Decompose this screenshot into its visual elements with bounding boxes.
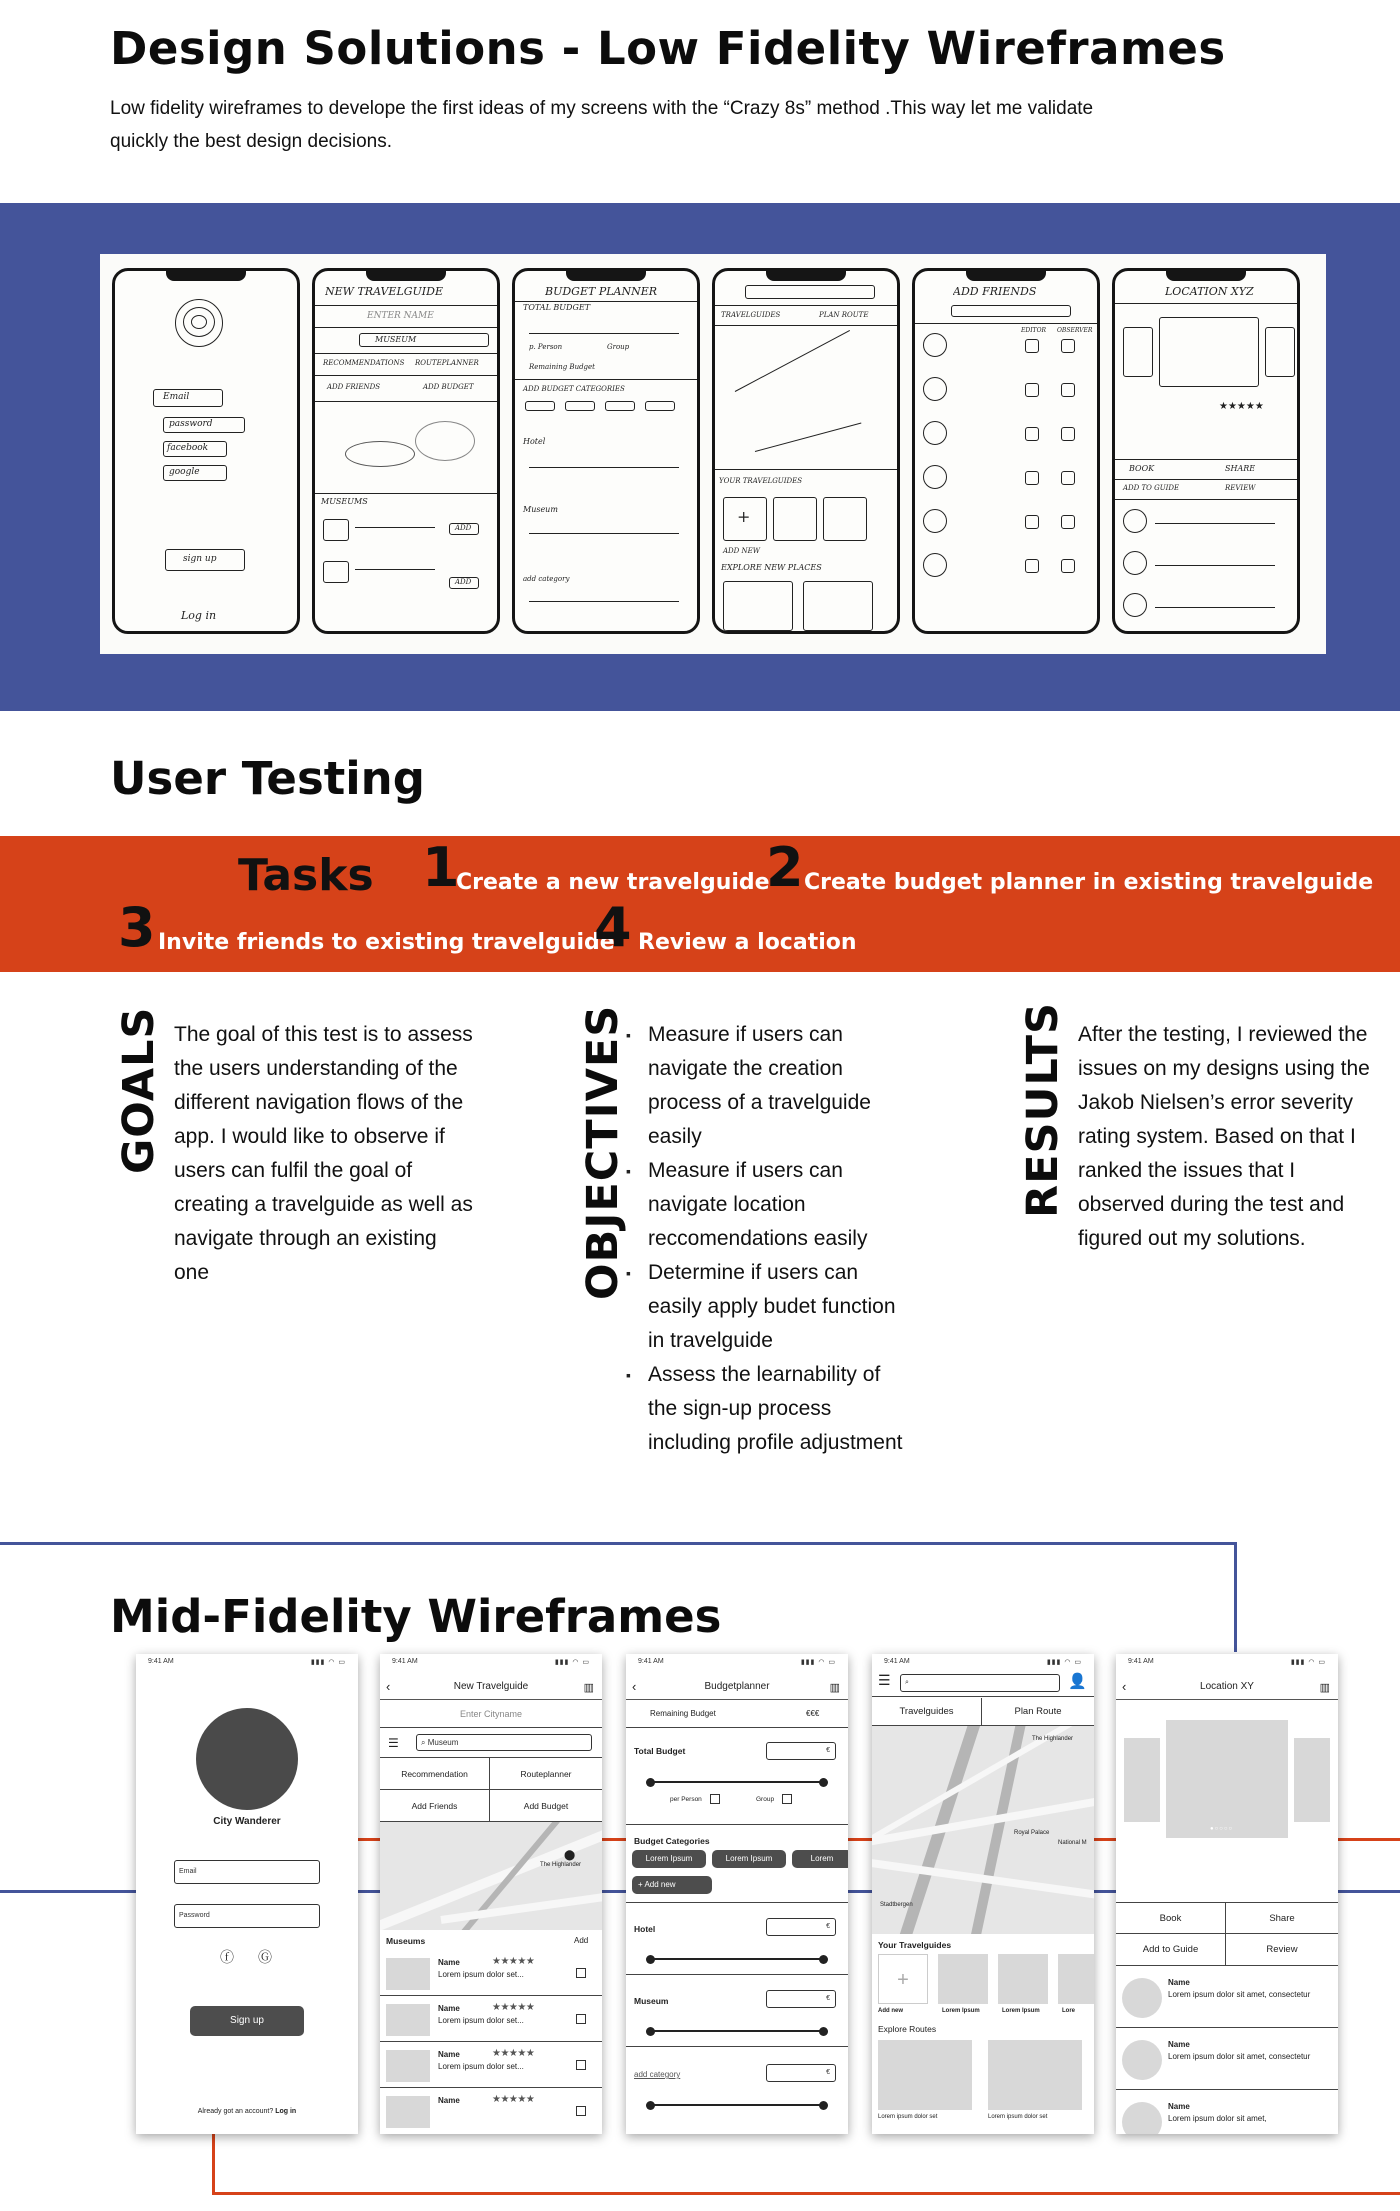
- budget-categories-label: Budget Categories: [634, 1836, 710, 1846]
- your-travelguides-heading: Your Travelguides: [878, 1940, 952, 1950]
- password-field[interactable]: Password: [174, 1904, 320, 1928]
- login-prompt: Already got an account? Log in: [197, 2108, 297, 2115]
- carousel-prev-image[interactable]: [1124, 1738, 1160, 1822]
- route-card[interactable]: [988, 2040, 1082, 2110]
- add-friends-button[interactable]: Add Friends: [380, 1790, 490, 1821]
- map-view[interactable]: The Highlander Royal Palace National M Stadtbergen: [872, 1726, 1094, 1934]
- menu-icon[interactable]: ☰: [388, 1736, 399, 1750]
- tab-travelguides[interactable]: Travelguides: [872, 1698, 982, 1725]
- midfi-budget-screen: 9:41 AM ▮▮▮ ◠ ▭ ‹ Budgetplanner ▥ Remaining Budget €€€ Total Budget € per Person Group Budget Categories Lorem Ipsum Lorem Ipsum Lorem + Add new Hotel € Museum € add category €: [626, 1654, 848, 2134]
- midfi-explore-screen: 9:41 AM ▮▮▮ ◠ ▭ ☰ ⌕ 👤 Travelguides Plan Route The Highlander Royal Palace National M Stadtbergen Your Travelguides + Add new Lorem Ipsum Lorem Ipsum Lore Explore Routes Lorem ipsum dolor set Lorem ipsum dolor set: [872, 1654, 1094, 2134]
- page-title: Design Solutions - Low Fidelity Wireframes: [110, 22, 1226, 75]
- museum-budget-input[interactable]: €: [766, 1990, 836, 2008]
- route-line-blue: [1234, 1542, 1237, 1652]
- travelguide-card[interactable]: [1058, 1954, 1094, 2004]
- sketch-add-friends: ADD FRIENDS EDITOR OBSERVER: [912, 268, 1100, 634]
- sketch-location: LOCATION XYZ ★★★★★ BOOK SHARE ADD TO GUIDE REVIEW: [1112, 268, 1300, 634]
- midfi-signup-screen: 9:41 AM ▮▮▮ ◠ ▭ City Wanderer Email Password ⓕ Ⓖ Sign up Already got an account? Log in: [136, 1654, 358, 2134]
- map-icon[interactable]: ▥: [583, 1682, 594, 1694]
- intro-text: Low fidelity wireframes to develope the first ideas of my screens with the “Crazy 8s” method .This way let me validate quickly the best design decisions.: [110, 98, 1094, 152]
- goals-label: GOALS: [114, 1006, 164, 1174]
- objectives-label: OBJECTIVES: [578, 1004, 628, 1300]
- checkbox[interactable]: [576, 2106, 586, 2116]
- search-row: [380, 1728, 602, 1758]
- review-item: Name Lorem ipsum dolor sit amet, consectetur: [1116, 2028, 1338, 2090]
- map-view[interactable]: The Highlander ⬤: [380, 1822, 602, 1930]
- route-line-blue: [0, 1542, 1236, 1545]
- carousel-image[interactable]: [1166, 1720, 1288, 1838]
- login-link[interactable]: Log in: [275, 2108, 297, 2115]
- hotel-budget-input[interactable]: €: [766, 1918, 836, 1936]
- route-card[interactable]: [878, 2040, 972, 2110]
- category-chip[interactable]: Lorem: [792, 1850, 848, 1868]
- task-number: 1: [422, 836, 460, 899]
- objective-item: ▪ Determine if users can easily apply budet function in travelguide: [648, 1256, 910, 1358]
- task-number: 4: [594, 896, 632, 959]
- search-input[interactable]: ⌕ Museum: [416, 1734, 592, 1751]
- hotel-label: Hotel: [634, 1924, 656, 1934]
- list-item[interactable]: Name ★★★★★ Lorem ipsum dolor set...: [380, 2042, 602, 2088]
- task-number: 2: [766, 836, 804, 899]
- email-field[interactable]: Email: [174, 1860, 320, 1884]
- review-item: Name Lorem ipsum dolor sit amet,: [1116, 2090, 1338, 2134]
- total-budget-input[interactable]: €: [766, 1742, 836, 1760]
- midfi-location-screen: 9:41 AM ▮▮▮ ◠ ▭ ‹ Location XY ▥ ●○○○○ Book Share Add to Guide Review Name Lorem ipsum dolor sit amet, consectetur Name Lorem ipsum dolor sit amet, consectetur Name Lorem ipsum dolor sit amet,: [1116, 1654, 1338, 2134]
- book-button[interactable]: Book: [1116, 1903, 1226, 1933]
- google-icon[interactable]: Ⓖ: [258, 1949, 272, 1965]
- lowfi-sketch-board: [100, 254, 1326, 654]
- category-chip[interactable]: Lorem Ipsum: [632, 1850, 706, 1868]
- recommendation-button[interactable]: Recommendation: [380, 1758, 490, 1789]
- sketch-login: Email password facebook google sign up Log in: [112, 268, 300, 634]
- travelguide-card[interactable]: [998, 1954, 1048, 2004]
- museum-label: Museum: [634, 1996, 669, 2006]
- tasks-label: Tasks: [238, 850, 374, 901]
- results-text: After the testing, I reviewed the issues on my designs using the Jakob Nielsen’s error severity rating system. Based on that I ranked the issues that I observed during the test and figured out my solutions.: [1078, 1023, 1370, 1250]
- review-button[interactable]: Review: [1266, 1944, 1298, 1955]
- sketch-budget-planner: BUDGET PLANNER TOTAL BUDGET p. Person Group Remaining Budget ADD BUDGET CATEGORIES Hotel Museum add category: [512, 268, 700, 634]
- add-travelguide-button[interactable]: +: [878, 1954, 928, 2004]
- city-input[interactable]: Enter Cityname: [380, 1700, 602, 1728]
- task-text: Invite friends to existing travelguide: [158, 930, 615, 955]
- add-budget-button[interactable]: Add Budget: [523, 1801, 569, 1811]
- facebook-icon[interactable]: ⓕ: [220, 1949, 234, 1965]
- menu-icon[interactable]: ☰: [878, 1672, 891, 1688]
- list-item[interactable]: Name ★★★★★: [380, 2088, 602, 2134]
- checkbox[interactable]: [576, 1968, 586, 1978]
- sketch-explore: TRAVELGUIDES PLAN ROUTE YOUR TRAVELGUIDES + ADD NEW EXPLORE NEW PLACES: [712, 268, 900, 634]
- group-checkbox[interactable]: [782, 1794, 792, 1804]
- profile-icon[interactable]: 👤: [1068, 1673, 1087, 1690]
- museum-slider[interactable]: [648, 2030, 826, 2032]
- sketch-new-travelguide: NEW TRAVELGUIDE ENTER NAME MUSEUM RECOMMENDATIONS ROUTEPLANNER ADD FRIENDS ADD BUDGET MUSEUMS ADD ADD: [312, 268, 500, 634]
- screen-header: ‹ Location XY ▥: [1116, 1676, 1338, 1700]
- task-text: Create budget planner in existing travelguide: [804, 870, 1374, 895]
- map-icon[interactable]: ▥: [1319, 1682, 1330, 1694]
- goals-text: The goal of this test is to assess the users understanding of the different navigation flows of the app. I would like to observe if users can fulfil the goal of creating a travelguide as well as navigate through an existing one: [174, 1023, 473, 1284]
- explore-routes-heading: Explore Routes: [878, 2024, 937, 2034]
- screen-header: ‹ Budgetplanner ▥: [626, 1676, 848, 1700]
- objectives-list: [648, 1018, 910, 1460]
- results-label: RESULTS: [1018, 1002, 1068, 1218]
- total-budget-label: Total Budget: [634, 1746, 686, 1756]
- task-text: Review a location: [638, 930, 857, 955]
- travelguide-card[interactable]: [938, 1954, 988, 2004]
- map-pin-icon: ⬤: [564, 1850, 576, 1861]
- route-line-red: [212, 2134, 215, 2194]
- add-to-guide-button[interactable]: Add to Guide: [1116, 1934, 1226, 1965]
- signup-button[interactable]: Sign up: [190, 2006, 304, 2036]
- midfi-new-travelguide-screen: 9:41 AM ▮▮▮ ◠ ▭ ‹ New Travelguide ▥ Enter Cityname ☰ ⌕ Museum Recommendation Routeplanner Add Friends Add Budget The Highlander ⬤ Museums Add Name ★★★★★ Lorem ipsum dolor set... Name ★★★★★ Lorem ipsum dolor set... Name ★★★★★ Lorem ipsum dolor set... Name ★★★★★: [380, 1654, 602, 2134]
- section-title-midfi: Mid-Fidelity Wireframes: [110, 1590, 722, 1643]
- routeplanner-button[interactable]: Routeplanner: [520, 1769, 572, 1779]
- search-input[interactable]: ⌕: [900, 1674, 1060, 1692]
- back-icon[interactable]: ‹: [1122, 1679, 1127, 1694]
- add-category-link[interactable]: add category: [634, 2070, 681, 2079]
- remaining-budget-row: Remaining Budget €€€: [626, 1700, 848, 1728]
- carousel-dots[interactable]: ●○○○○: [1210, 1826, 1234, 1832]
- checkbox[interactable]: [576, 2060, 586, 2070]
- map-icon[interactable]: ▥: [829, 1682, 840, 1694]
- share-button[interactable]: Share: [1269, 1913, 1295, 1924]
- task-number: 3: [118, 896, 156, 959]
- category-budget-input[interactable]: €: [766, 2064, 836, 2082]
- hotel-slider[interactable]: [648, 1958, 826, 1960]
- category-slider[interactable]: [648, 2104, 826, 2106]
- objective-item: ▪ Measure if users can navigate location reccomendations easily: [648, 1154, 910, 1256]
- museums-heading: Museums: [386, 1936, 426, 1946]
- section-title-user-testing: User Testing: [110, 752, 425, 805]
- list-item[interactable]: Name ★★★★★ Lorem ipsum dolor set...: [380, 1996, 602, 2042]
- review-item: Name Lorem ipsum dolor sit amet, consectetur: [1116, 1966, 1338, 2028]
- task-text: Create a new travelguide: [456, 870, 770, 895]
- screen-header: ‹ New Travelguide ▥: [380, 1676, 602, 1700]
- avatar[interactable]: [196, 1708, 298, 1810]
- total-budget-slider[interactable]: [648, 1781, 826, 1783]
- per-person-checkbox[interactable]: [710, 1794, 720, 1804]
- back-icon[interactable]: ‹: [632, 1679, 637, 1694]
- add-category-button[interactable]: + Add new: [632, 1876, 712, 1894]
- checkbox[interactable]: [576, 2014, 586, 2024]
- add-museum-link[interactable]: Add: [574, 1936, 589, 1945]
- tab-plan-route[interactable]: Plan Route: [1014, 1706, 1062, 1717]
- carousel-next-image[interactable]: [1294, 1738, 1330, 1822]
- route-line-red: [212, 2192, 1400, 2195]
- objective-item: ▪ Measure if users can navigate the creation process of a travelguide easily: [648, 1018, 910, 1154]
- app-name: City Wanderer: [213, 1816, 281, 1827]
- back-icon[interactable]: ‹: [386, 1679, 391, 1694]
- category-chip[interactable]: Lorem Ipsum: [712, 1850, 786, 1868]
- objective-item: ▪ Assess the learnability of the sign-up process including profile adjustment: [648, 1358, 910, 1460]
- list-item[interactable]: Name ★★★★★ Lorem ipsum dolor set...: [380, 1950, 602, 1996]
